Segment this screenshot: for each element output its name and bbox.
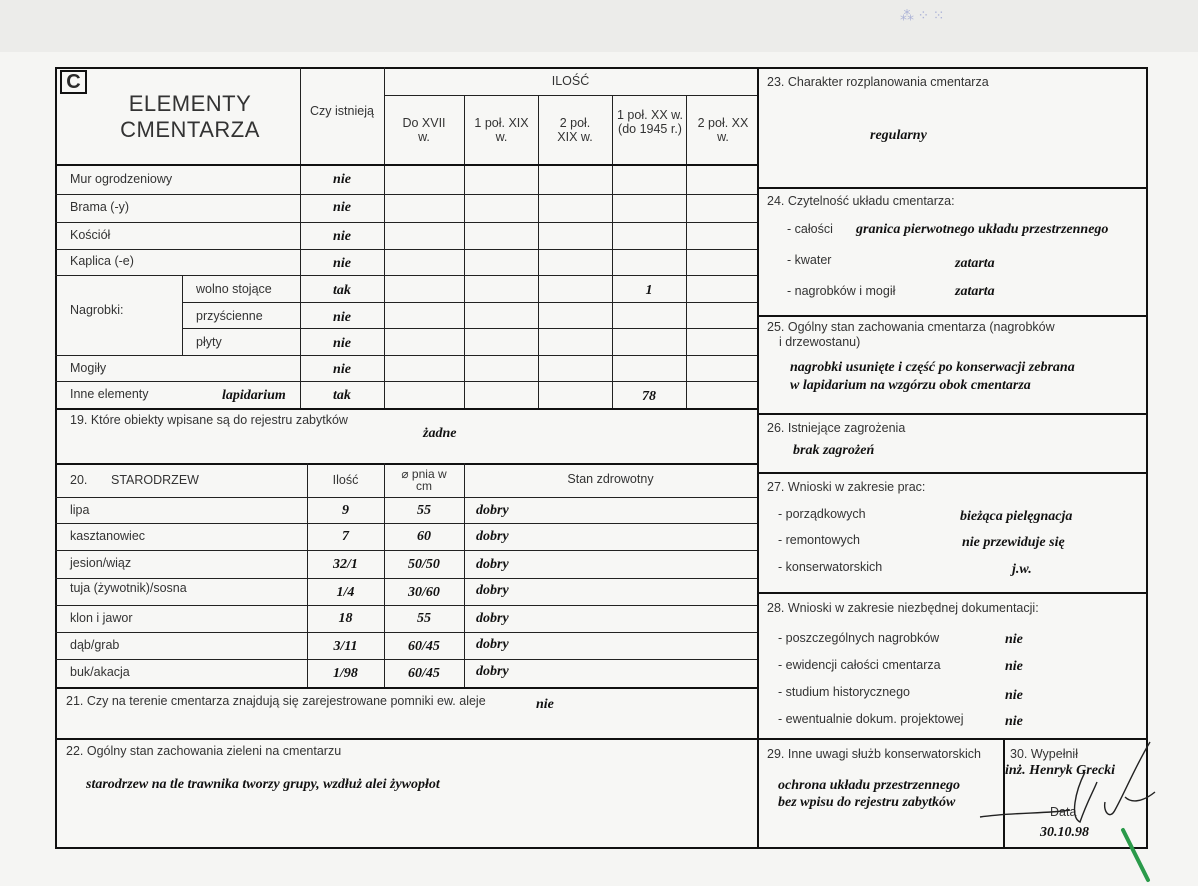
element-count: 1 [645, 283, 653, 298]
tree-name: kasztanowiec [70, 529, 146, 543]
tree-health: dobry [476, 637, 509, 652]
form-title-line2: CMENTARZA [120, 117, 260, 142]
green-pen-mark [1118, 825, 1158, 885]
q24-item-answer: zatarta [955, 284, 995, 299]
grid-line [538, 95, 539, 408]
element-exists: nie [333, 310, 351, 325]
grid-line-bold [757, 67, 759, 849]
q28-item-label: - ewidencji całości cmentarza [778, 658, 941, 672]
q22-label: 22. Ogólny stan zachowania zieleni na cmentarzu [66, 744, 342, 758]
q27-item-answer: nie przewiduje się [962, 535, 1065, 550]
period-header: 2 poł. XX w. [697, 116, 749, 144]
q26-answer: brak zagrożeń [793, 443, 875, 458]
grid-line [55, 578, 757, 579]
trees-title: STARODRZEW [111, 473, 199, 487]
q28-item-answer: nie [1005, 632, 1023, 647]
element-exists: nie [333, 200, 351, 215]
q25-answer: w lapidarium na wzgórzu obok cmentarza [790, 378, 1031, 393]
tree-diam: 60/45 [408, 639, 440, 654]
q27-label: 27. Wnioski w zakresie prac: [767, 480, 926, 494]
tree-count: 1/98 [333, 666, 358, 681]
q24-item-answer: granica pierwotnego układu przestrzennego [856, 222, 1109, 237]
trees-diam-header: ⌀ pnia w cm [401, 467, 447, 493]
q21-answer: nie [536, 697, 554, 712]
grid-line [464, 95, 465, 408]
sheet-top-strip [0, 0, 1198, 52]
grid-line [55, 355, 757, 356]
q27-item-answer: bieżąca pielęgnacja [960, 509, 1073, 524]
tree-count: 3/11 [333, 639, 358, 654]
nagrobki-sublabel: płyty [196, 335, 222, 349]
tree-diam: 50/50 [408, 557, 440, 572]
element-label: Kościół [70, 228, 111, 242]
grid-line [55, 632, 757, 633]
tree-count: 7 [342, 529, 349, 544]
tree-health: dobry [476, 583, 509, 598]
period-header: 1 poł. XX w. (do 1945 r.) [616, 108, 683, 136]
q24-item-label: - kwater [787, 253, 832, 267]
grid-line [612, 95, 613, 408]
q19-label: 19. Które obiekty wpisane są do rejestru zabytków [70, 413, 348, 427]
grid-line [384, 95, 757, 96]
q30-label: 30. Wypełnił [1010, 747, 1078, 761]
element-exists: tak [333, 388, 351, 403]
q29-answer: ochrona układu przestrzennego [778, 778, 961, 793]
tree-count: 32/1 [333, 557, 358, 572]
q27-item-label: - konserwatorskich [778, 560, 883, 574]
element-exists: nie [333, 172, 351, 187]
q30-date-label: Data [1050, 805, 1077, 819]
grid-line [55, 550, 757, 551]
grid-line-bold [757, 187, 1148, 189]
exists-column-header: Czy istnieją [310, 104, 374, 118]
q25-answer: nagrobki usunięte i część po konserwacji zebrana [790, 360, 1075, 375]
tree-diam: 55 [417, 503, 431, 518]
q24-item-answer: zatarta [955, 256, 995, 271]
grid-line-bold [55, 463, 757, 465]
grid-line [55, 659, 757, 660]
grid-line [55, 605, 757, 606]
q30-name: inż. Henryk Grecki [1005, 763, 1116, 778]
q21-label: 21. Czy na terenie cmentarza znajdują się zarejestrowane pomniki ew. aleje [66, 694, 486, 708]
q29-label: 29. Inne uwagi służb konserwatorskich [767, 747, 982, 761]
q24-item-label: - całości [787, 222, 833, 236]
trees-num: 20. [70, 473, 88, 487]
trees-health-header: Stan zdrowotny [567, 472, 654, 486]
grid-line [55, 222, 757, 223]
tree-diam: 60/45 [408, 666, 440, 681]
tree-name: jesion/wiąz [70, 556, 132, 570]
grid-line-bold [757, 413, 1148, 415]
q28-item-answer: nie [1005, 659, 1023, 674]
element-exists: nie [333, 336, 351, 351]
q25-label: 25. Ogólny stan zachowania cmentarza (nagrobków [767, 320, 1055, 334]
grid-line-bold [757, 592, 1148, 594]
q23-label: 23. Charakter rozplanowania cmentarza [767, 75, 989, 89]
tree-health: dobry [476, 529, 509, 544]
tree-count: 9 [342, 503, 349, 518]
ilosc-header: ILOŚĆ [551, 74, 590, 88]
element-count: 78 [642, 389, 656, 404]
q28-item-label: - ewentualnie dokum. projektowej [778, 712, 964, 726]
grid-line [55, 194, 757, 195]
tree-diam: 55 [417, 611, 431, 626]
tree-name: tuja (żywotnik)/sosna [70, 581, 187, 595]
q28-label: 28. Wnioski w zakresie niezbędnej dokumentacji: [767, 601, 1039, 615]
q29-answer: bez wpisu do rejestru zabytków [778, 795, 956, 810]
nagrobki-label: Nagrobki: [70, 303, 124, 317]
tree-health: dobry [476, 664, 509, 679]
element-label: Mur ogrodzeniowy [70, 172, 173, 186]
element-label: Mogiły [70, 361, 107, 375]
tree-health: dobry [476, 611, 509, 626]
q28-item-answer: nie [1005, 688, 1023, 703]
grid-line [182, 275, 183, 355]
nagrobki-sublabel: przyścienne [196, 309, 263, 323]
tree-name: klon i jawor [70, 611, 133, 625]
tree-diam: 30/60 [408, 585, 440, 600]
q26-label: 26. Istniejące zagrożenia [767, 421, 906, 435]
grid-line-bold [55, 687, 757, 689]
grid-line [686, 95, 687, 408]
nagrobki-sublabel: wolno stojące [196, 282, 272, 296]
element-exists: tak [333, 283, 351, 298]
tree-count: 18 [338, 611, 353, 626]
q28-item-label: - poszczególnych nagrobków [778, 631, 940, 645]
grid-line-bold [757, 315, 1148, 317]
signature [975, 722, 1165, 832]
grid-line [384, 67, 385, 408]
grid-line [55, 275, 757, 276]
grid-line-bold [55, 408, 757, 410]
q19-answer: żadne [423, 426, 457, 441]
trees-count-header: Ilość [332, 473, 359, 487]
q23-answer: regularny [870, 128, 927, 143]
element-exists: nie [333, 362, 351, 377]
tree-health: dobry [476, 503, 509, 518]
inne-value: lapidarium [222, 388, 286, 403]
tree-diam: 60 [417, 529, 431, 544]
q22-answer: starodrzew na tle trawnika tworzy grupy, wzdłuż alei żywopłot [86, 777, 440, 792]
element-exists: nie [333, 229, 351, 244]
tree-name: dąb/grab [70, 638, 120, 652]
grid-line-bold [55, 164, 757, 166]
form-title-line1: ELEMENTY [128, 91, 252, 116]
section-letter-box: C [60, 70, 87, 94]
q25-label: i drzewostanu) [779, 335, 861, 349]
tree-count: 1/4 [336, 585, 355, 600]
element-label: Kaplica (-e) [70, 254, 134, 268]
period-header: 1 poł. XIX w. [474, 116, 529, 144]
grid-line [182, 302, 757, 303]
tree-health: dobry [476, 557, 509, 572]
q27-item-label: - remontowych [778, 533, 860, 547]
q28-item-label: - studium historycznego [778, 685, 911, 699]
q30-date: 30.10.98 [1040, 825, 1089, 840]
grid-line [55, 381, 757, 382]
q24-item-label: - nagrobków i mogił [787, 284, 896, 298]
period-header: Do XVII w. [402, 116, 446, 144]
tree-name: buk/akacja [70, 665, 130, 679]
element-label: Inne elementy [70, 387, 149, 401]
period-header: 2 poł. XIX w. [557, 116, 593, 144]
grid-line [55, 523, 757, 524]
grid-line [55, 249, 757, 250]
grid-line-bold [757, 472, 1148, 474]
grid-line [182, 328, 757, 329]
grid-line [55, 497, 757, 498]
element-label: Brama (-y) [70, 200, 130, 214]
element-exists: nie [333, 256, 351, 271]
q27-item-label: - porządkowych [778, 507, 866, 521]
q28-item-answer: nie [1005, 714, 1023, 729]
faded-stamp-mark: ⁂ ⁘ ⁙ [900, 9, 945, 24]
tree-name: lipa [70, 503, 90, 517]
q27-item-answer: j.w. [1012, 562, 1032, 577]
q24-label: 24. Czytelność układu cmentarza: [767, 194, 955, 208]
